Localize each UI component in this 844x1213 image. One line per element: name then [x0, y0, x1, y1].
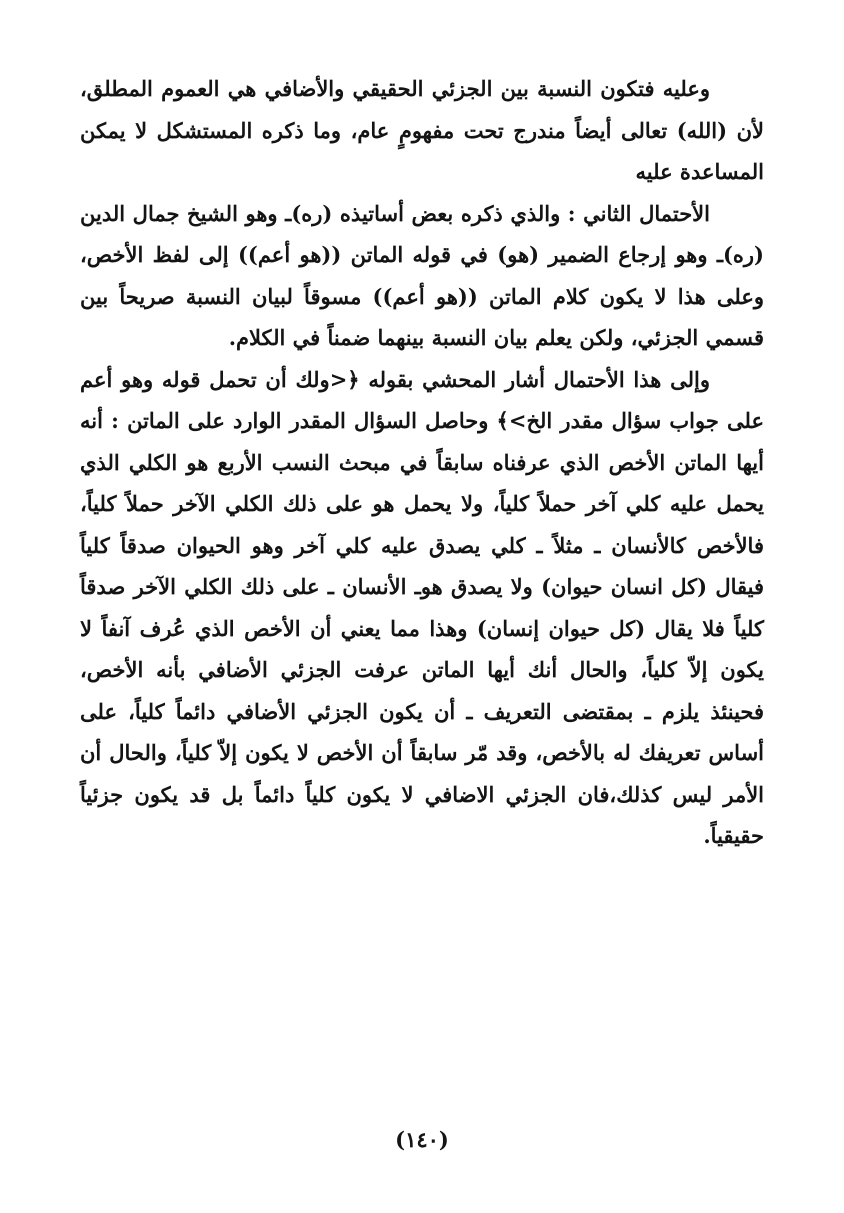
paragraph-1: وعليه فتكون النسبة بين الجزئي الحقيقي والأضافي هي العموم المطلق، لأن (الله) تعالى أيضاً مندرج تحت مفهومٍ عام، وما ذكره المستشكل لا يمكن المساعدة عليه [80, 76, 764, 184]
paragraph-2: الأحتمال الثاني : والذي ذكره بعض أساتيذه (ره)ـ وهو الشيخ جمال الدين (ره)ـ وهو إرجاع الضمير (هو) في قوله الماتن ((هو أعم)) إلى لفظ الأخص، وعلى هذا لا يكون كلام الماتن ((هو أعم)) مسوقاً لبيان النسبة صريحاً بين قسمي الجزئي، ولكن يعلم بيان النسبة بينهما ضمناً في الكلام. [80, 200, 764, 350]
page-number: (١٤٠) [395, 1127, 449, 1152]
body-text [80, 68, 764, 857]
paragraph-3: وإلى هذا الأحتمال أشار المحشي بقوله ﴿<ولك أن تحمل قوله وهو أعم على جواب سؤال مقدر الخ>﴾ وحاصل السؤال المقدر الوارد على الماتن : أنه أيها الماتن الأخص الذي عرفناه سابقاً في مبحث النسب الأربع هو الكلي الذي يحمل عليه كلي آخر حملاً كلياً، ولا يحمل هو على ذلك الكلي الآخر حملاً كلياً، فالأخص كالأنسان ـ مثلاً ـ كلي يصدق عليه كلي آخر وهو الحيوان صدقاً كلياً فيقال (كل انسان حيوان) ولا يصدق هوـ الأنسان ـ على ذلك الكلي الآخر صدقاً كلياً فلا يقال (كل حيوان إنسان) وهذا مما يعني أن الأخص الذي عُرف آنفاً لا يكون إلاّ كلياً، والحال أنك أيها الماتن عرفت الجزئي الأضافي بأنه الأخص، فحينئذ يلزم ـ بمقتضى التعريف ـ أن يكون الجزئي الأضافي دائماً كلياً، على أساس تعريفك له بالأخص، وقد مّر سابقاً أن الأخص لا يكون إلاّ كلياً، والحال أن الأمر ليس كذلك،فان الجزئي الاضافي لا يكون كلياً دائماً بل قد يكون جزئياً حقيقياً. [80, 366, 764, 848]
